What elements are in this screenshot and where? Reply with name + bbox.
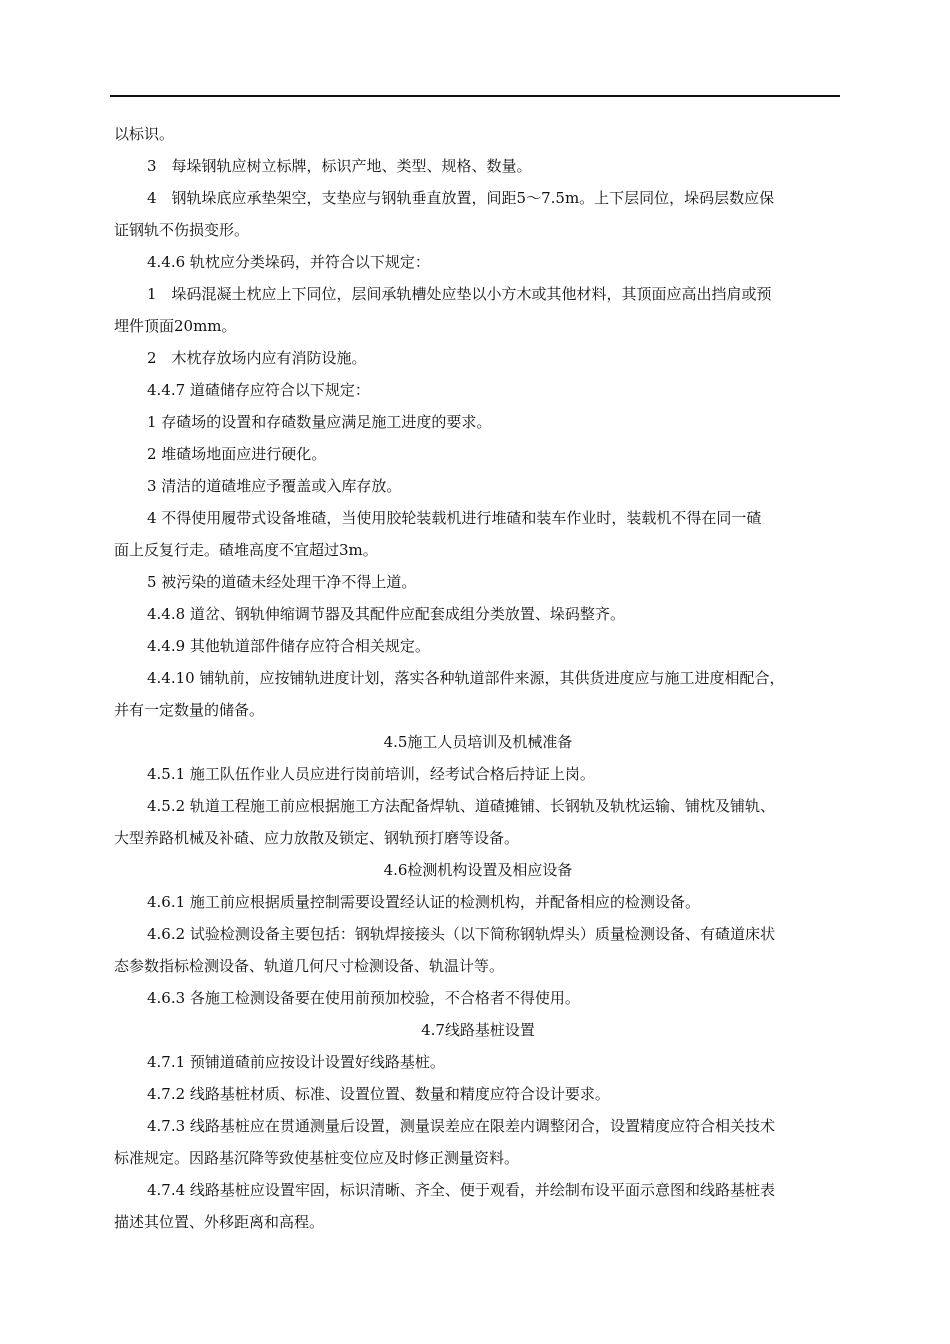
- paragraph-line: 并有一定数量的储备。: [114, 701, 265, 719]
- document-body: [114, 118, 842, 1238]
- header-rule: [110, 95, 840, 97]
- clause-heading: 4.6.1 施工前应根据质量控制需要设置经认证的检测机构，并配备相应的检测设备。: [147, 893, 700, 911]
- paragraph-line: 1 垛码混凝土枕应上下同位，层间承轨槽处应垫以小方木或其他材料，其顶面应高出挡肩或预: [147, 285, 772, 303]
- paragraph-line: 证钢轨不伤损变形。: [114, 221, 250, 239]
- paragraph-line: 2 木枕存放场内应有消防设施。: [147, 349, 367, 367]
- paragraph-line: 面上反复行走。碴堆高度不宜超过3m。: [114, 541, 378, 559]
- paragraph-line: 埋件顶面20mm。: [114, 317, 237, 335]
- clause-heading: 4.4.9 其他轨道部件储存应符合相关规定。: [147, 637, 430, 655]
- paragraph-line: 3 每垛钢轨应树立标牌，标识产地、类型、规格、数量。: [147, 157, 532, 175]
- clause-heading: 4.5.1 施工队伍作业人员应进行岗前培训，经考试合格后持证上岗。: [147, 765, 595, 783]
- clause-heading: 4.5.2 轨道工程施工前应根据施工方法配备焊轨、道碴摊铺、长钢轨及轨枕运输、铺枕及铺轨、: [147, 797, 775, 815]
- clause-heading: 4.4.7 道碴储存应符合以下规定：: [147, 381, 370, 399]
- clause-heading: 4.6.3 各施工检测设备要在使用前预加校验，不合格者不得使用。: [147, 989, 580, 1007]
- clause-heading: 4.6.2 试验检测设备主要包括：钢轨焊接接头（以下简称钢轨焊头）质量检测设备、有碴道床状: [147, 925, 775, 943]
- paragraph-line: 描述其位置、外移距离和高程。: [114, 1213, 325, 1231]
- paragraph-line: 5 被污染的道碴未经处理干净不得上道。: [147, 573, 417, 591]
- paragraph-line: 态参数指标检测设备、轨道几何尺寸检测设备、轨温计等。: [114, 957, 505, 975]
- section-heading: 4.5施工人员培训及机械准备: [383, 733, 573, 751]
- clause-heading: 4.4.10 铺轨前，应按铺轨进度计划，落实各种轨道部件来源，其供货进度应与施工进度相配合，: [147, 669, 785, 687]
- clause-heading: 4.7.2 线路基桩材质、标准、设置位置、数量和精度应符合设计要求。: [147, 1085, 610, 1103]
- paragraph-line: 4 不得使用履带式设备堆碴，当使用胶轮装载机进行堆碴和装车作业时，装载机不得在同一碴: [147, 509, 762, 527]
- paragraph-line: 1 存碴场的设置和存碴数量应满足施工进度的要求。: [147, 413, 492, 431]
- section-heading: 4.7线路基桩设置: [421, 1021, 535, 1039]
- clause-heading: 4.4.8 道岔、钢轨伸缩调节器及其配件应配套成组分类放置、垛码整齐。: [147, 605, 625, 623]
- section-heading: 4.6检测机构设置及相应设备: [383, 861, 573, 879]
- clause-heading: 4.7.1 预铺道碴前应按设计设置好线路基桩。: [147, 1053, 445, 1071]
- paragraph-line: 4 钢轨垛底应承垫架空，支垫应与钢轨垂直放置，间距5～7.5m。上下层同位，垛码层数应保: [147, 189, 775, 207]
- paragraph-line: 2 堆碴场地面应进行硬化。: [147, 445, 327, 463]
- paragraph-line: 3 清洁的道碴堆应予覆盖或入库存放。: [147, 477, 402, 495]
- paragraph-line: 以标识。: [114, 125, 175, 143]
- clause-heading: 4.7.3 线路基桩应在贯通测量后设置，测量误差应在限差内调整闭合，设置精度应符合相关技术: [147, 1117, 775, 1135]
- paragraph-line: 标准规定。因路基沉降等致使基桩变位应及时修正测量资料。: [114, 1149, 520, 1167]
- clause-heading: 4.7.4 线路基桩应设置牢固，标识清晰、齐全、便于观看，并绘制布设平面示意图和线路基桩表: [147, 1181, 775, 1199]
- clause-heading: 4.4.6 轨枕应分类垛码，并符合以下规定：: [147, 253, 430, 271]
- paragraph-line: 大型养路机械及补碴、应力放散及锁定、钢轨预打磨等设备。: [114, 829, 520, 847]
